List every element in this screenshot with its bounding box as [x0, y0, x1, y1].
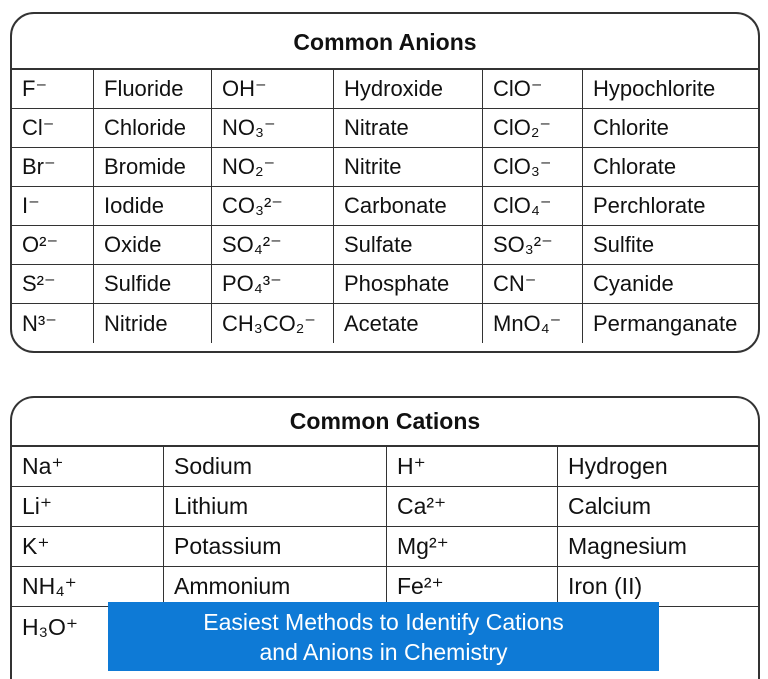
anions-cell: CO₃²⁻: [212, 187, 334, 226]
anions-table-title: Common Anions: [12, 14, 758, 70]
cations-cell: H⁺: [387, 447, 558, 487]
anions-cell: F⁻: [12, 70, 94, 109]
cations-cell: Calcium: [558, 487, 758, 527]
anions-cell: PO₄³⁻: [212, 265, 334, 304]
anions-cell: Chloride: [94, 109, 212, 148]
caption-line-1: Easiest Methods to Identify Cations: [203, 608, 564, 635]
anions-cell: Carbonate: [334, 187, 483, 226]
cations-cell: Hydrogen: [558, 447, 758, 487]
cations-cell: NH₄⁺: [12, 567, 164, 607]
anions-cell: Nitride: [94, 304, 212, 343]
anions-cell: SO₃²⁻: [483, 226, 583, 265]
anions-cell: NO₃⁻: [212, 109, 334, 148]
anions-cell: Hypochlorite: [583, 70, 758, 109]
anions-cell: Sulfate: [334, 226, 483, 265]
anions-cell: Oxide: [94, 226, 212, 265]
cations-cell: Fe²⁺: [387, 567, 558, 607]
anions-cell: Chlorite: [583, 109, 758, 148]
anions-cell: Cl⁻: [12, 109, 94, 148]
cations-cell: Na⁺: [12, 447, 164, 487]
anions-cell: Nitrite: [334, 148, 483, 187]
anions-cell: SO₄²⁻: [212, 226, 334, 265]
anions-cell: Phosphate: [334, 265, 483, 304]
anions-cell: CH₃CO₂⁻: [212, 304, 334, 343]
cations-cell: K⁺: [12, 527, 164, 567]
cations-cell: Ammonium: [164, 567, 387, 607]
anions-cell: OH⁻: [212, 70, 334, 109]
cations-cell: Potassium: [164, 527, 387, 567]
anions-cell: Acetate: [334, 304, 483, 343]
anions-cell: Cyanide: [583, 265, 758, 304]
anions-cell: O²⁻: [12, 226, 94, 265]
anions-cell: MnO₄⁻: [483, 304, 583, 343]
cations-cell: Li⁺: [12, 487, 164, 527]
anions-cell: I⁻: [12, 187, 94, 226]
anions-cell: CN⁻: [483, 265, 583, 304]
anions-cell: Chlorate: [583, 148, 758, 187]
anions-cell: Perchlorate: [583, 187, 758, 226]
anions-grid: [12, 70, 758, 343]
cations-cell: H₃O⁺: [12, 607, 164, 647]
anions-table: [10, 12, 760, 353]
anions-cell: Hydroxide: [334, 70, 483, 109]
cations-cell: Mg²⁺: [387, 527, 558, 567]
cations-cell: Sodium: [164, 447, 387, 487]
anions-cell: Sulfide: [94, 265, 212, 304]
anions-cell: Permanganate: [593, 310, 738, 336]
anions-cell: S²⁻: [12, 265, 94, 304]
cations-cell: Lithium: [164, 487, 387, 527]
cations-cell: Iron (II): [558, 567, 758, 607]
anions-cell: NO₂⁻: [212, 148, 334, 187]
anions-cell: N³⁻: [12, 304, 94, 343]
anions-cell: Br⁻: [12, 148, 94, 187]
anions-cell: ClO₄⁻: [483, 187, 583, 226]
anions-cell: Fluoride: [94, 70, 212, 109]
caption-banner: [108, 602, 659, 671]
anions-cell: Bromide: [94, 148, 212, 187]
anions-cell: ClO₂⁻: [483, 109, 583, 148]
caption-line-2: and Anions in Chemistry: [259, 638, 508, 665]
cations-cell: Magnesium: [558, 527, 758, 567]
cations-table-title: Common Cations: [12, 398, 758, 447]
anions-cell: ClO₃⁻: [483, 148, 583, 187]
anions-cell: ClO⁻: [483, 70, 583, 109]
anions-cell: Nitrate: [334, 109, 483, 148]
anions-cell: Iodide: [94, 187, 212, 226]
anions-cell: Sulfite: [583, 226, 758, 265]
cations-cell: Ca²⁺: [387, 487, 558, 527]
